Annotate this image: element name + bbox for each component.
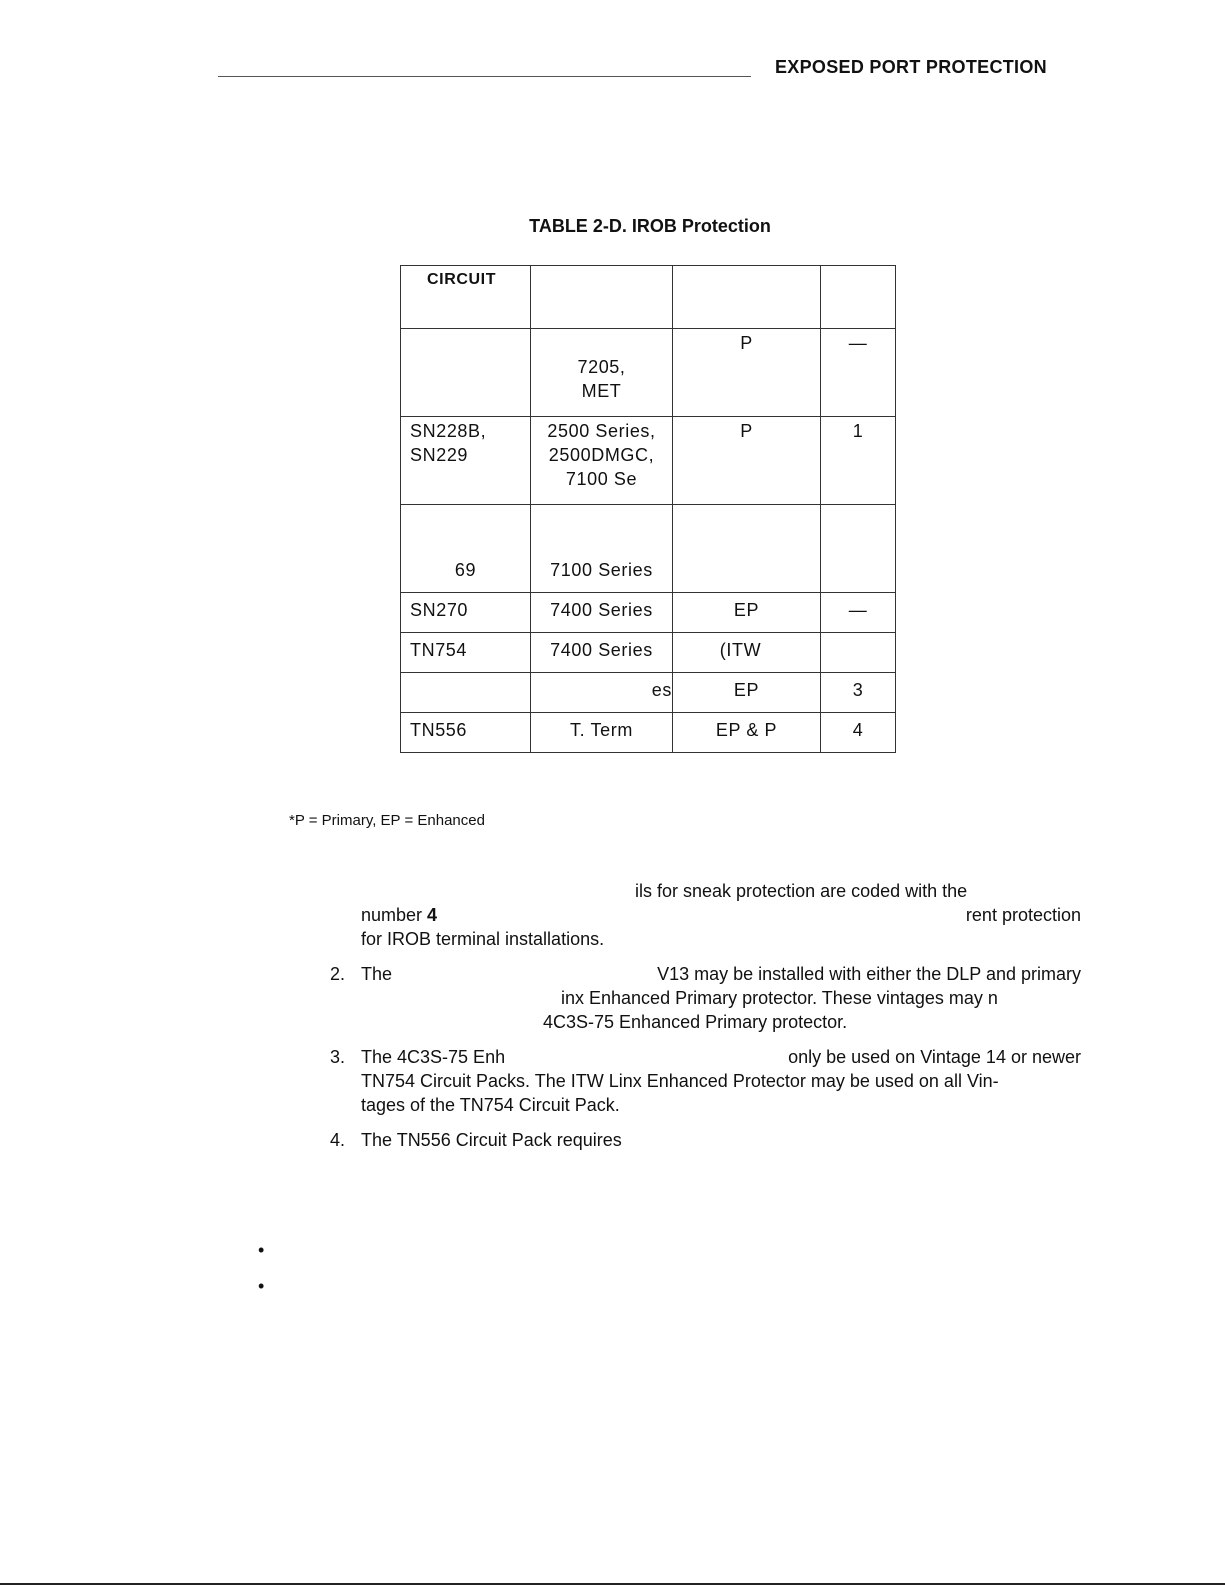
cell: SN270	[401, 593, 531, 633]
page-header-title: EXPOSED PORT PROTECTION	[775, 57, 1047, 77]
note-1-line-3: for IROB terminal installations.	[361, 929, 605, 949]
note-3-line-2: TN754 Circuit Packs. The ITW Linx Enhanced Protector may be used on all Vin-	[361, 1071, 999, 1091]
table-row	[401, 505, 896, 593]
cell: 3	[821, 673, 896, 713]
note-3-number: 3.	[330, 1047, 346, 1067]
cell: 2500 Series, 2500DMGC, 7100 Se	[531, 417, 673, 505]
cell	[821, 633, 896, 673]
note-2-line-3: 4C3S-75 Enhanced Primary protector.	[543, 1012, 848, 1032]
note-2-line-1: The V13 may be installed with either the DLP and primary	[361, 964, 1081, 984]
cell: TN556	[401, 713, 531, 753]
table-row	[401, 417, 896, 505]
cell: —	[821, 593, 896, 633]
cell: 69	[401, 505, 531, 593]
cell: 7205, MET	[531, 329, 673, 417]
table-title: TABLE 2-D. IROB Protection	[529, 216, 771, 236]
table-header-row	[401, 266, 896, 329]
note-4-number: 4.	[330, 1130, 346, 1150]
cell	[821, 505, 896, 593]
cell: T. Term	[531, 713, 673, 753]
cell: TN754	[401, 633, 531, 673]
cell: EP	[673, 593, 821, 633]
note-1-line-2: number 4 rent protection	[361, 905, 1081, 925]
note-4-line-1: The TN556 Circuit Pack requires	[361, 1130, 622, 1150]
table-footnote: *P = Primary, EP = Enhanced	[289, 812, 485, 829]
note-2	[361, 962, 1081, 1034]
note-2-number: 2.	[330, 964, 346, 984]
note-3	[361, 1045, 1081, 1117]
cell: (ITW	[673, 633, 821, 673]
note-3-line-1: The 4C3S-75 Enh only be used on Vintage 14 or newer	[361, 1047, 1081, 1067]
header-circuit: CIRCUIT	[401, 266, 531, 329]
cell: 1	[821, 417, 896, 505]
table-row	[401, 593, 896, 633]
cell: P	[673, 329, 821, 417]
cell: —	[821, 329, 896, 417]
note-3-line-3: tages of the TN754 Circuit Pack.	[361, 1095, 620, 1115]
note-1-line-1: ils for sneak protection are coded with the	[635, 881, 968, 901]
cell: 4	[821, 713, 896, 753]
cell: 7400 Series	[531, 593, 673, 633]
cell	[673, 505, 821, 593]
note-1	[361, 879, 1081, 951]
cell: 7400 Series	[531, 633, 673, 673]
header-cell-4	[821, 266, 896, 329]
header-cell-2	[531, 266, 673, 329]
irob-protection-table	[400, 265, 896, 753]
cell	[401, 329, 531, 417]
table-row	[401, 329, 896, 417]
cell	[401, 673, 531, 713]
table-row	[401, 633, 896, 673]
header-rule	[218, 76, 751, 77]
cell: es	[531, 673, 673, 713]
cell: P	[673, 417, 821, 505]
cell: EP	[673, 673, 821, 713]
cell: 7100 Series	[531, 505, 673, 593]
header-cell-3	[673, 266, 821, 329]
table-row	[401, 713, 896, 753]
bullet-1: •	[258, 1240, 265, 1260]
note-2-line-2: inx Enhanced Primary protector. These vintages may n	[561, 988, 998, 1008]
cell: EP & P	[673, 713, 821, 753]
table-row	[401, 673, 896, 713]
cell: SN228B, SN229	[401, 417, 531, 505]
bullet-2: •	[258, 1276, 265, 1296]
note-4	[361, 1128, 1081, 1152]
